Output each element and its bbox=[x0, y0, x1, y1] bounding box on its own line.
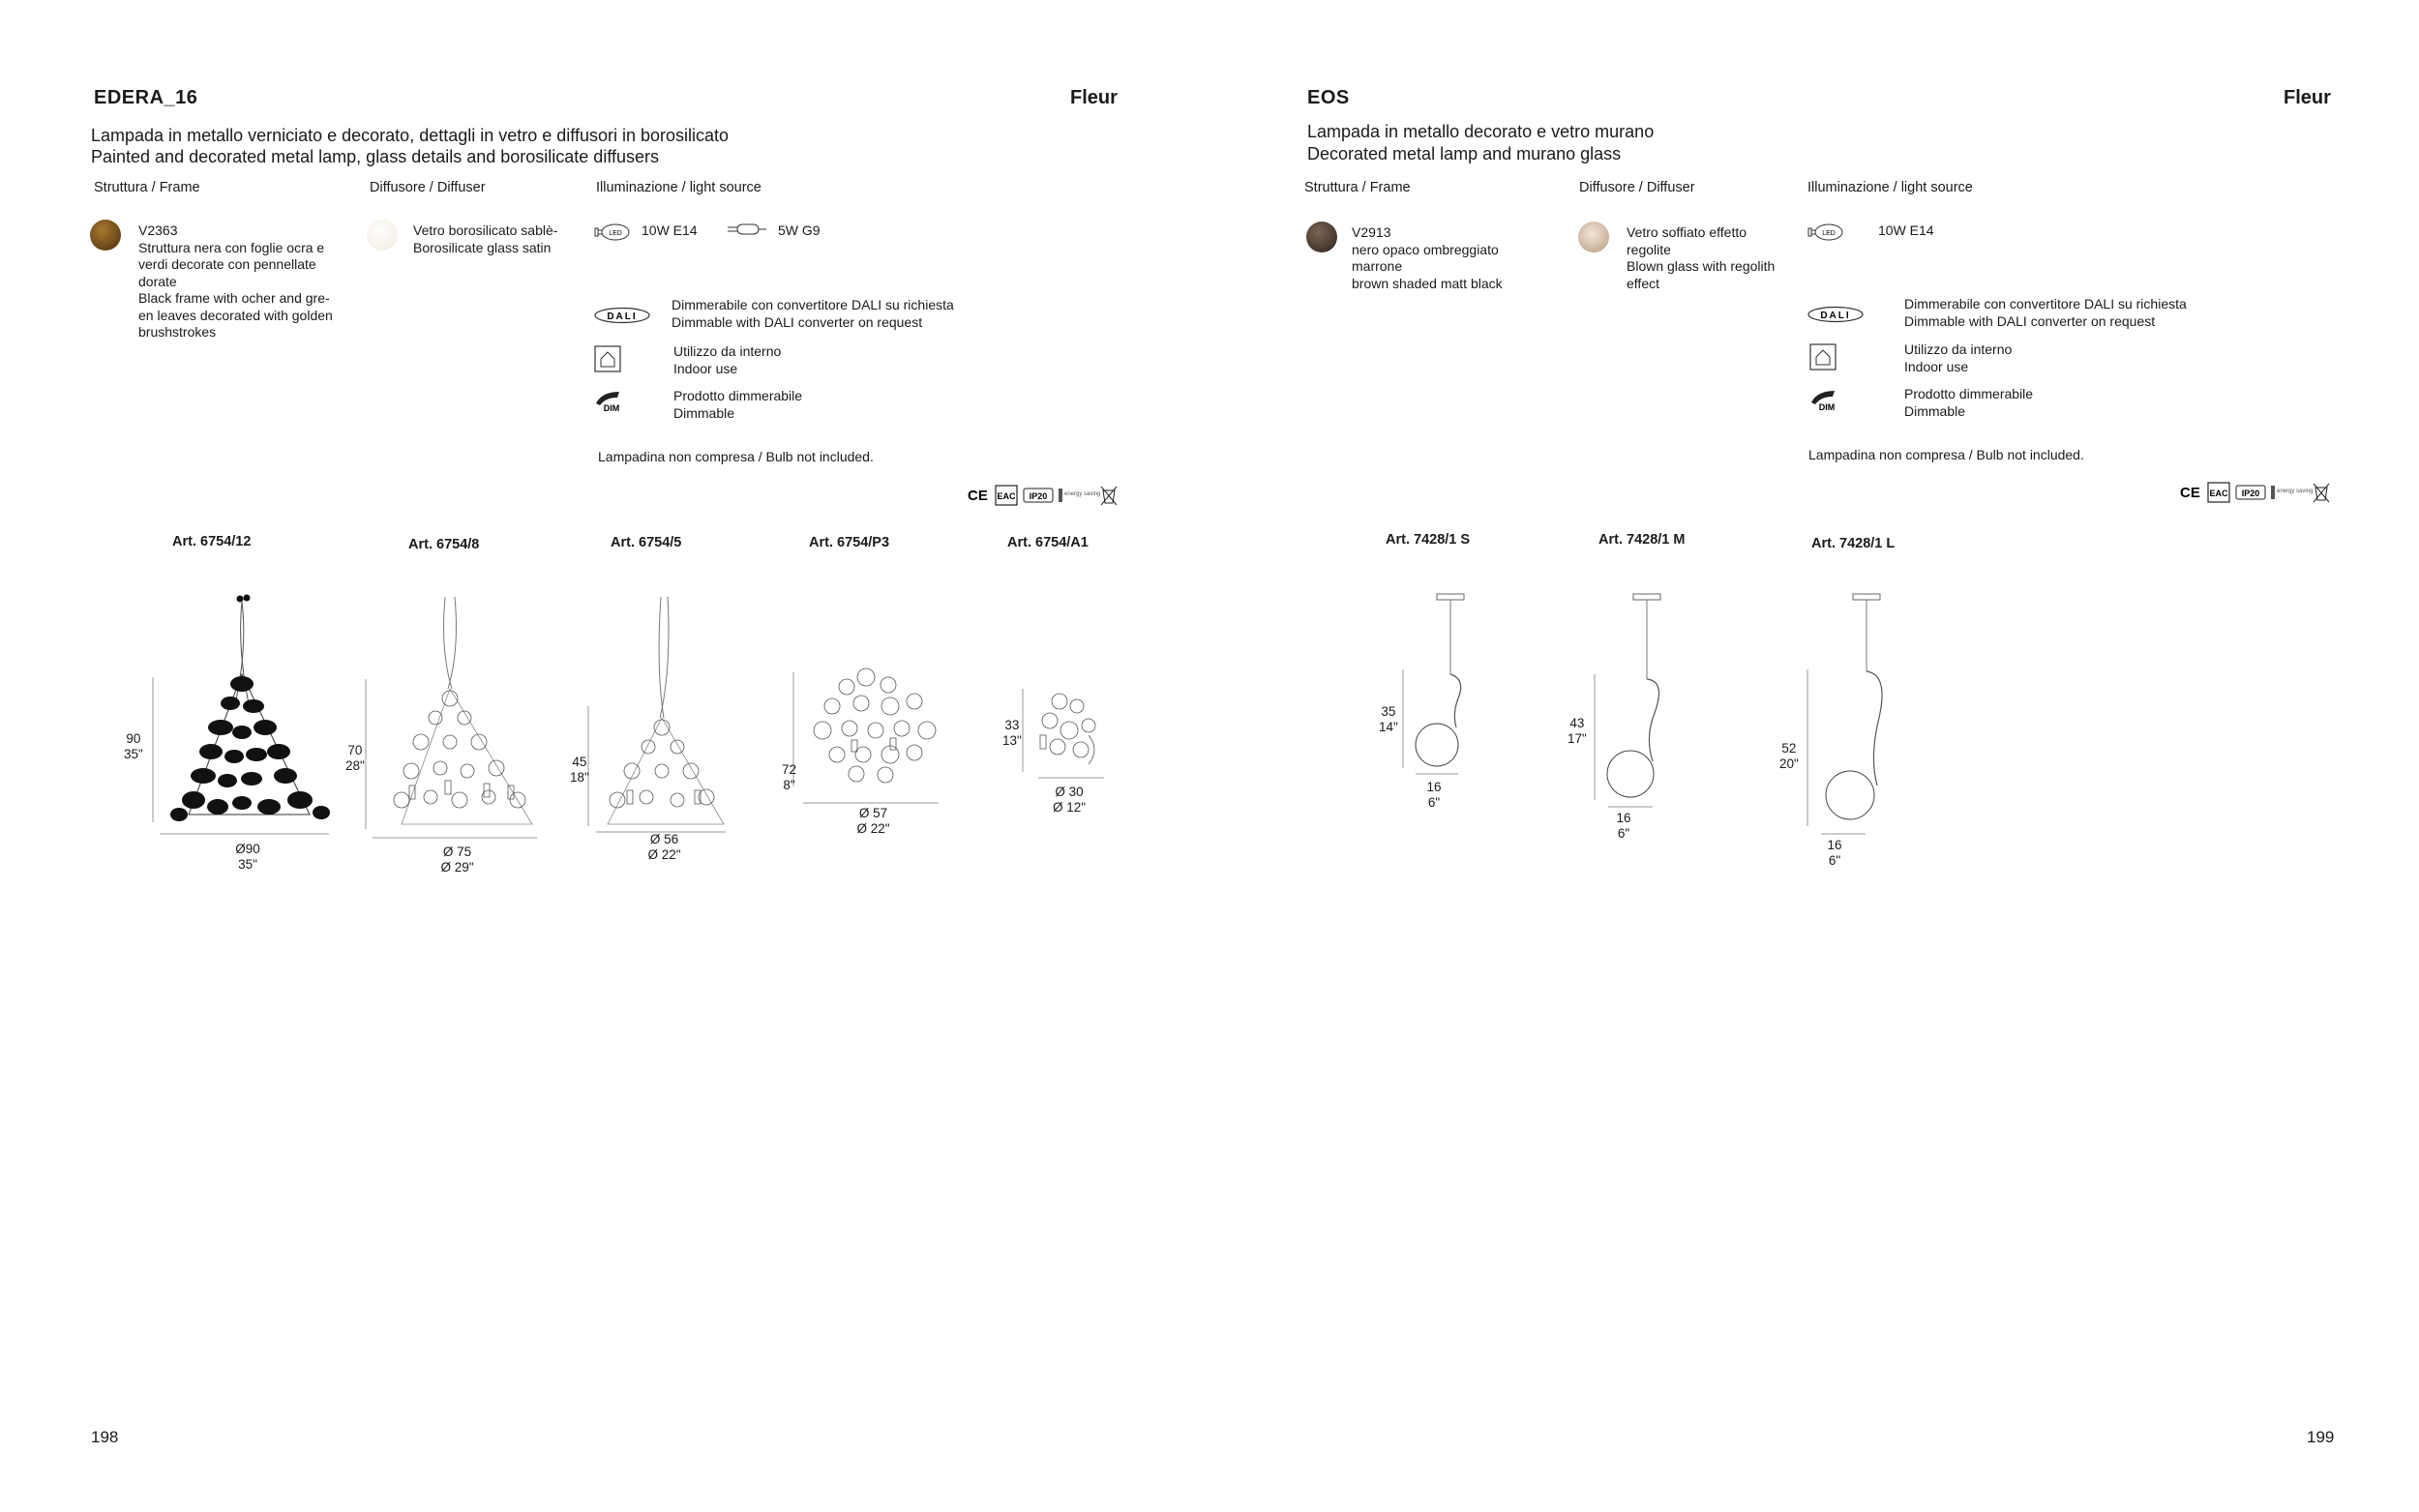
dimmable-text: Prodotto dimmerabile Dimmable bbox=[1904, 386, 2034, 419]
energy-saving-icon: energy saving bbox=[1064, 491, 1101, 497]
diameter-dimension: Ø 56 Ø 22" bbox=[647, 832, 681, 862]
frame-code: V2913 bbox=[1352, 224, 1391, 240]
ip20-icon: IP20 bbox=[1029, 491, 1048, 501]
light-source-heading: Illuminazione / light source bbox=[596, 180, 762, 195]
product-drawing bbox=[363, 592, 547, 844]
frame-finish: V2363 Struttura nera con foglie ocra e verdi decorate con pennellate dorate Black frame with ocher and gre- en leaves decorated with golden brushstrokes bbox=[138, 222, 361, 341]
article-code: Art. 7428/1 S bbox=[1386, 532, 1471, 548]
description-en: Decorated metal lamp and murano glass bbox=[1307, 144, 1622, 163]
bulb-note: Lampadina non compresa / Bulb not included. bbox=[1808, 447, 2084, 462]
ip20-icon: IP20 bbox=[2241, 489, 2260, 498]
svg-text:DIM: DIM bbox=[603, 403, 620, 413]
light-source-heading: Illuminazione / light source bbox=[1807, 180, 1973, 195]
frame-code: V2363 bbox=[138, 222, 178, 238]
diameter-dimension: Ø 30 Ø 12" bbox=[1052, 785, 1087, 815]
diffuser-heading: Diffusore / Diffuser bbox=[370, 180, 486, 195]
product-drawing bbox=[588, 592, 733, 834]
ce-mark-icon: CE bbox=[2180, 485, 2200, 501]
article-code: Art. 6754/5 bbox=[611, 535, 682, 550]
product-drawing bbox=[1800, 592, 1887, 839]
certification-icons bbox=[968, 485, 1120, 506]
dimmable-text: Prodotto dimmerabile Dimmable bbox=[673, 388, 803, 421]
product-drawing bbox=[1398, 592, 1466, 776]
height-dimension: 70 28" bbox=[345, 743, 365, 773]
height-dimension: 52 20" bbox=[1779, 741, 1799, 771]
width-dimension: 16 6" bbox=[1827, 838, 1842, 868]
indoor-use-icon bbox=[1809, 343, 1837, 371]
certification-icons bbox=[2180, 482, 2333, 503]
width-dimension: 16 6" bbox=[1616, 811, 1631, 841]
product-drawing bbox=[1587, 592, 1664, 810]
dali-icon bbox=[1807, 306, 1864, 323]
height-dimension: 72 8" bbox=[782, 762, 797, 792]
frame-swatch bbox=[90, 220, 121, 251]
diffuser-finish: Vetro soffiato effetto regolite Blown glass with regolith effect bbox=[1627, 224, 1776, 291]
article-code: Art. 6754/12 bbox=[172, 534, 252, 549]
diffuser-heading: Diffusore / Diffuser bbox=[1579, 180, 1695, 195]
dali-text: Dimmerabile con convertitore DALI su richiesta Dimmable with DALI converter on request bbox=[1904, 296, 2187, 329]
energy-saving-icon: energy saving bbox=[2277, 489, 2314, 494]
eac-mark-icon: EAC bbox=[997, 491, 1016, 501]
indoor-use-icon bbox=[594, 345, 621, 372]
light-source-2: 5W G9 bbox=[778, 222, 821, 238]
product-drawing bbox=[793, 653, 948, 808]
description-en: Painted and decorated metal lamp, glass details and borosilicate diffusers bbox=[91, 147, 660, 166]
height-dimension: 33 13" bbox=[1002, 718, 1022, 748]
frame-swatch bbox=[1306, 222, 1337, 252]
frame-heading: Struttura / Frame bbox=[1304, 180, 1411, 195]
eac-mark-icon: EAC bbox=[2209, 489, 2228, 498]
height-dimension: 35 14" bbox=[1379, 704, 1398, 734]
height-dimension: 45 18" bbox=[570, 755, 589, 785]
article-code: Art. 6754/8 bbox=[408, 537, 480, 552]
dali-icon bbox=[594, 307, 650, 324]
diameter-dimension: Ø 75 Ø 29" bbox=[440, 845, 474, 875]
diffuser-swatch bbox=[367, 220, 398, 251]
article-code: Art. 7428/1 L bbox=[1811, 536, 1896, 551]
page-number: 199 bbox=[2307, 1428, 2335, 1446]
led-bulb-icon bbox=[594, 223, 631, 241]
collection-name: Fleur bbox=[1070, 87, 1118, 108]
indoor-use-text: Utilizzo da interno Indoor use bbox=[1904, 341, 2013, 374]
product-drawing bbox=[145, 592, 339, 844]
page-number: 198 bbox=[91, 1428, 119, 1446]
dimmable-icon bbox=[594, 390, 625, 413]
svg-text:DIM: DIM bbox=[1818, 402, 1836, 412]
svg-text:LED: LED bbox=[609, 230, 622, 237]
description-it: Lampada in metallo verniciato e decorato, dettagli in vetro e diffusori in borosilicato bbox=[91, 126, 730, 145]
svg-text:DALI: DALI bbox=[607, 311, 638, 322]
width-dimension: 16 6" bbox=[1426, 780, 1442, 810]
weee-bin-icon bbox=[2314, 484, 2329, 502]
dali-text: Dimmerabile con convertitore DALI su richiesta Dimmable with DALI converter on request bbox=[672, 297, 954, 330]
description-it: Lampada in metallo decorato e vetro murano bbox=[1307, 122, 1655, 141]
product-title: EOS bbox=[1307, 87, 1350, 108]
weee-bin-icon bbox=[1101, 487, 1117, 505]
svg-text:LED: LED bbox=[1822, 230, 1836, 237]
light-source-1: 10W E14 bbox=[1878, 222, 1934, 238]
frame-finish: V2913 nero opaco ombreggiato marrone brown shaded matt black bbox=[1352, 224, 1545, 292]
frame-heading: Struttura / Frame bbox=[94, 180, 200, 195]
indoor-use-text: Utilizzo da interno Indoor use bbox=[673, 343, 782, 376]
article-code: Art. 6754/P3 bbox=[809, 535, 890, 550]
light-source-1: 10W E14 bbox=[642, 222, 698, 238]
product-title: EDERA_16 bbox=[94, 87, 198, 108]
collection-name: Fleur bbox=[2284, 87, 2331, 108]
ce-mark-icon: CE bbox=[968, 488, 988, 504]
height-dimension: 90 35" bbox=[124, 731, 143, 761]
diameter-dimension: Ø90 35" bbox=[235, 842, 260, 872]
diameter-dimension: Ø 57 Ø 22" bbox=[856, 806, 890, 836]
svg-text:DALI: DALI bbox=[1820, 311, 1851, 321]
article-code: Art. 7428/1 M bbox=[1598, 532, 1686, 548]
diffuser-swatch bbox=[1578, 222, 1609, 252]
bulb-note: Lampadina non compresa / Bulb not included. bbox=[598, 449, 874, 464]
article-code: Art. 6754/A1 bbox=[1007, 535, 1089, 550]
product-drawing bbox=[1021, 677, 1108, 784]
dimmable-icon bbox=[1809, 389, 1840, 412]
diffuser-finish: Vetro borosilicato sablè- Borosilicate glass satin bbox=[413, 222, 558, 255]
height-dimension: 43 17" bbox=[1568, 716, 1587, 746]
g9-bulb-icon bbox=[728, 222, 766, 237]
led-bulb-icon bbox=[1807, 223, 1844, 241]
